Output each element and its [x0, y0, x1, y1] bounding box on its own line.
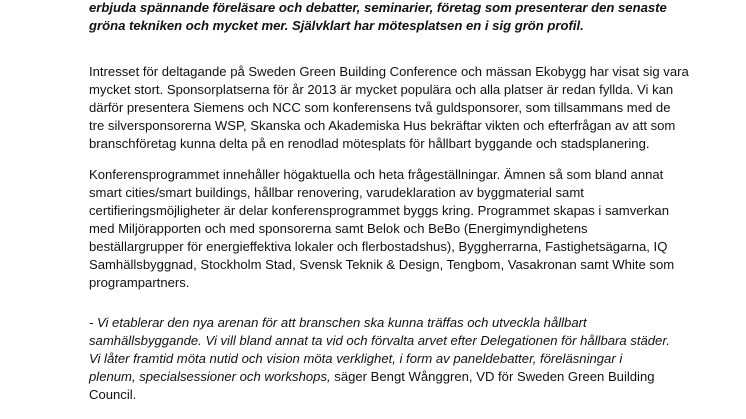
quote-line: samhällsbyggande. Vi vill bland annat ta vid och förvalta arvet efter Delegationen för hållbara städer.	[89, 333, 670, 348]
sponsors-line: därför presentera Siemens och NCC som konferensens två guldsponsorer, som tillsammans med de	[89, 100, 671, 115]
sponsors-line: mycket stort. Sponsorplatserna för år 2013 är mycket populära och alla platser är redan fyllda. Vi kan	[89, 82, 674, 97]
program-line: Samhällsbyggnad, Stockholm Stad, Svensk Teknik & Design, Tengbom, Vasakronan samt White som	[89, 257, 675, 272]
intro-paragraph	[89, 0, 667, 35]
quote-attribution: säger Bengt Wånggren, VD för Sweden Green Building	[330, 369, 655, 384]
quote-line: Council.	[89, 387, 137, 402]
intro-line: erbjuda spännande föreläsare och debatter, seminarier, företag som presenterar den senaste	[89, 0, 667, 15]
intro-line: gröna tekniken och mycket mer. Självklart har mötesplatsen en i sig grön profil.	[89, 18, 584, 33]
quote-paragraph	[89, 314, 670, 404]
program-line: smart cities/smart buildings, hållbar renovering, varudeklaration av byggmaterial samt	[89, 185, 584, 200]
program-line: programpartners.	[89, 275, 190, 290]
sponsors-paragraph	[89, 63, 689, 153]
sponsors-line: branschföretag kunna delta på en renodlad mötesplats för hållbart byggande och stadsplanering.	[89, 136, 650, 151]
quote-line: - Vi etablerar den nya arenan för att branschen ska kunna träffas och utveckla hållbart	[89, 315, 587, 330]
program-line: Konferensprogrammet innehåller högaktuella och heta frågeställningar. Ämnen så som bland annat	[89, 167, 664, 182]
quote-line-mixed	[89, 368, 670, 386]
program-line: med Miljörapporten och med sponsorerna samt Belok och BeBo (Energimyndighetens	[89, 221, 588, 236]
sponsors-line: tre silversponsorerna WSP, Skanska och Akademiska Hus bekräftar vikten och efterfrågan av att som	[89, 118, 676, 133]
program-line: beställargrupper för energieffektiva lokaler och flerbostadshus), Byggherrarna, Fastighetsägarna, IQ	[89, 239, 668, 254]
quote-italic-part: plenum, specialsessioner och workshops,	[89, 369, 331, 384]
sponsors-line: Intresset för deltagande på Sweden Green Building Conference och mässan Ekobygg har visat sig vara	[89, 64, 689, 79]
quote-line: Vi låter framtid möta nutid och vision möta verklighet, i form av paneldebatter, föreläsningar i	[89, 351, 623, 366]
program-paragraph	[89, 166, 674, 292]
program-line: certifieringsmöjligheter är delar konferensprogrammet byggs kring. Programmet skapas i samverkan	[89, 203, 669, 218]
